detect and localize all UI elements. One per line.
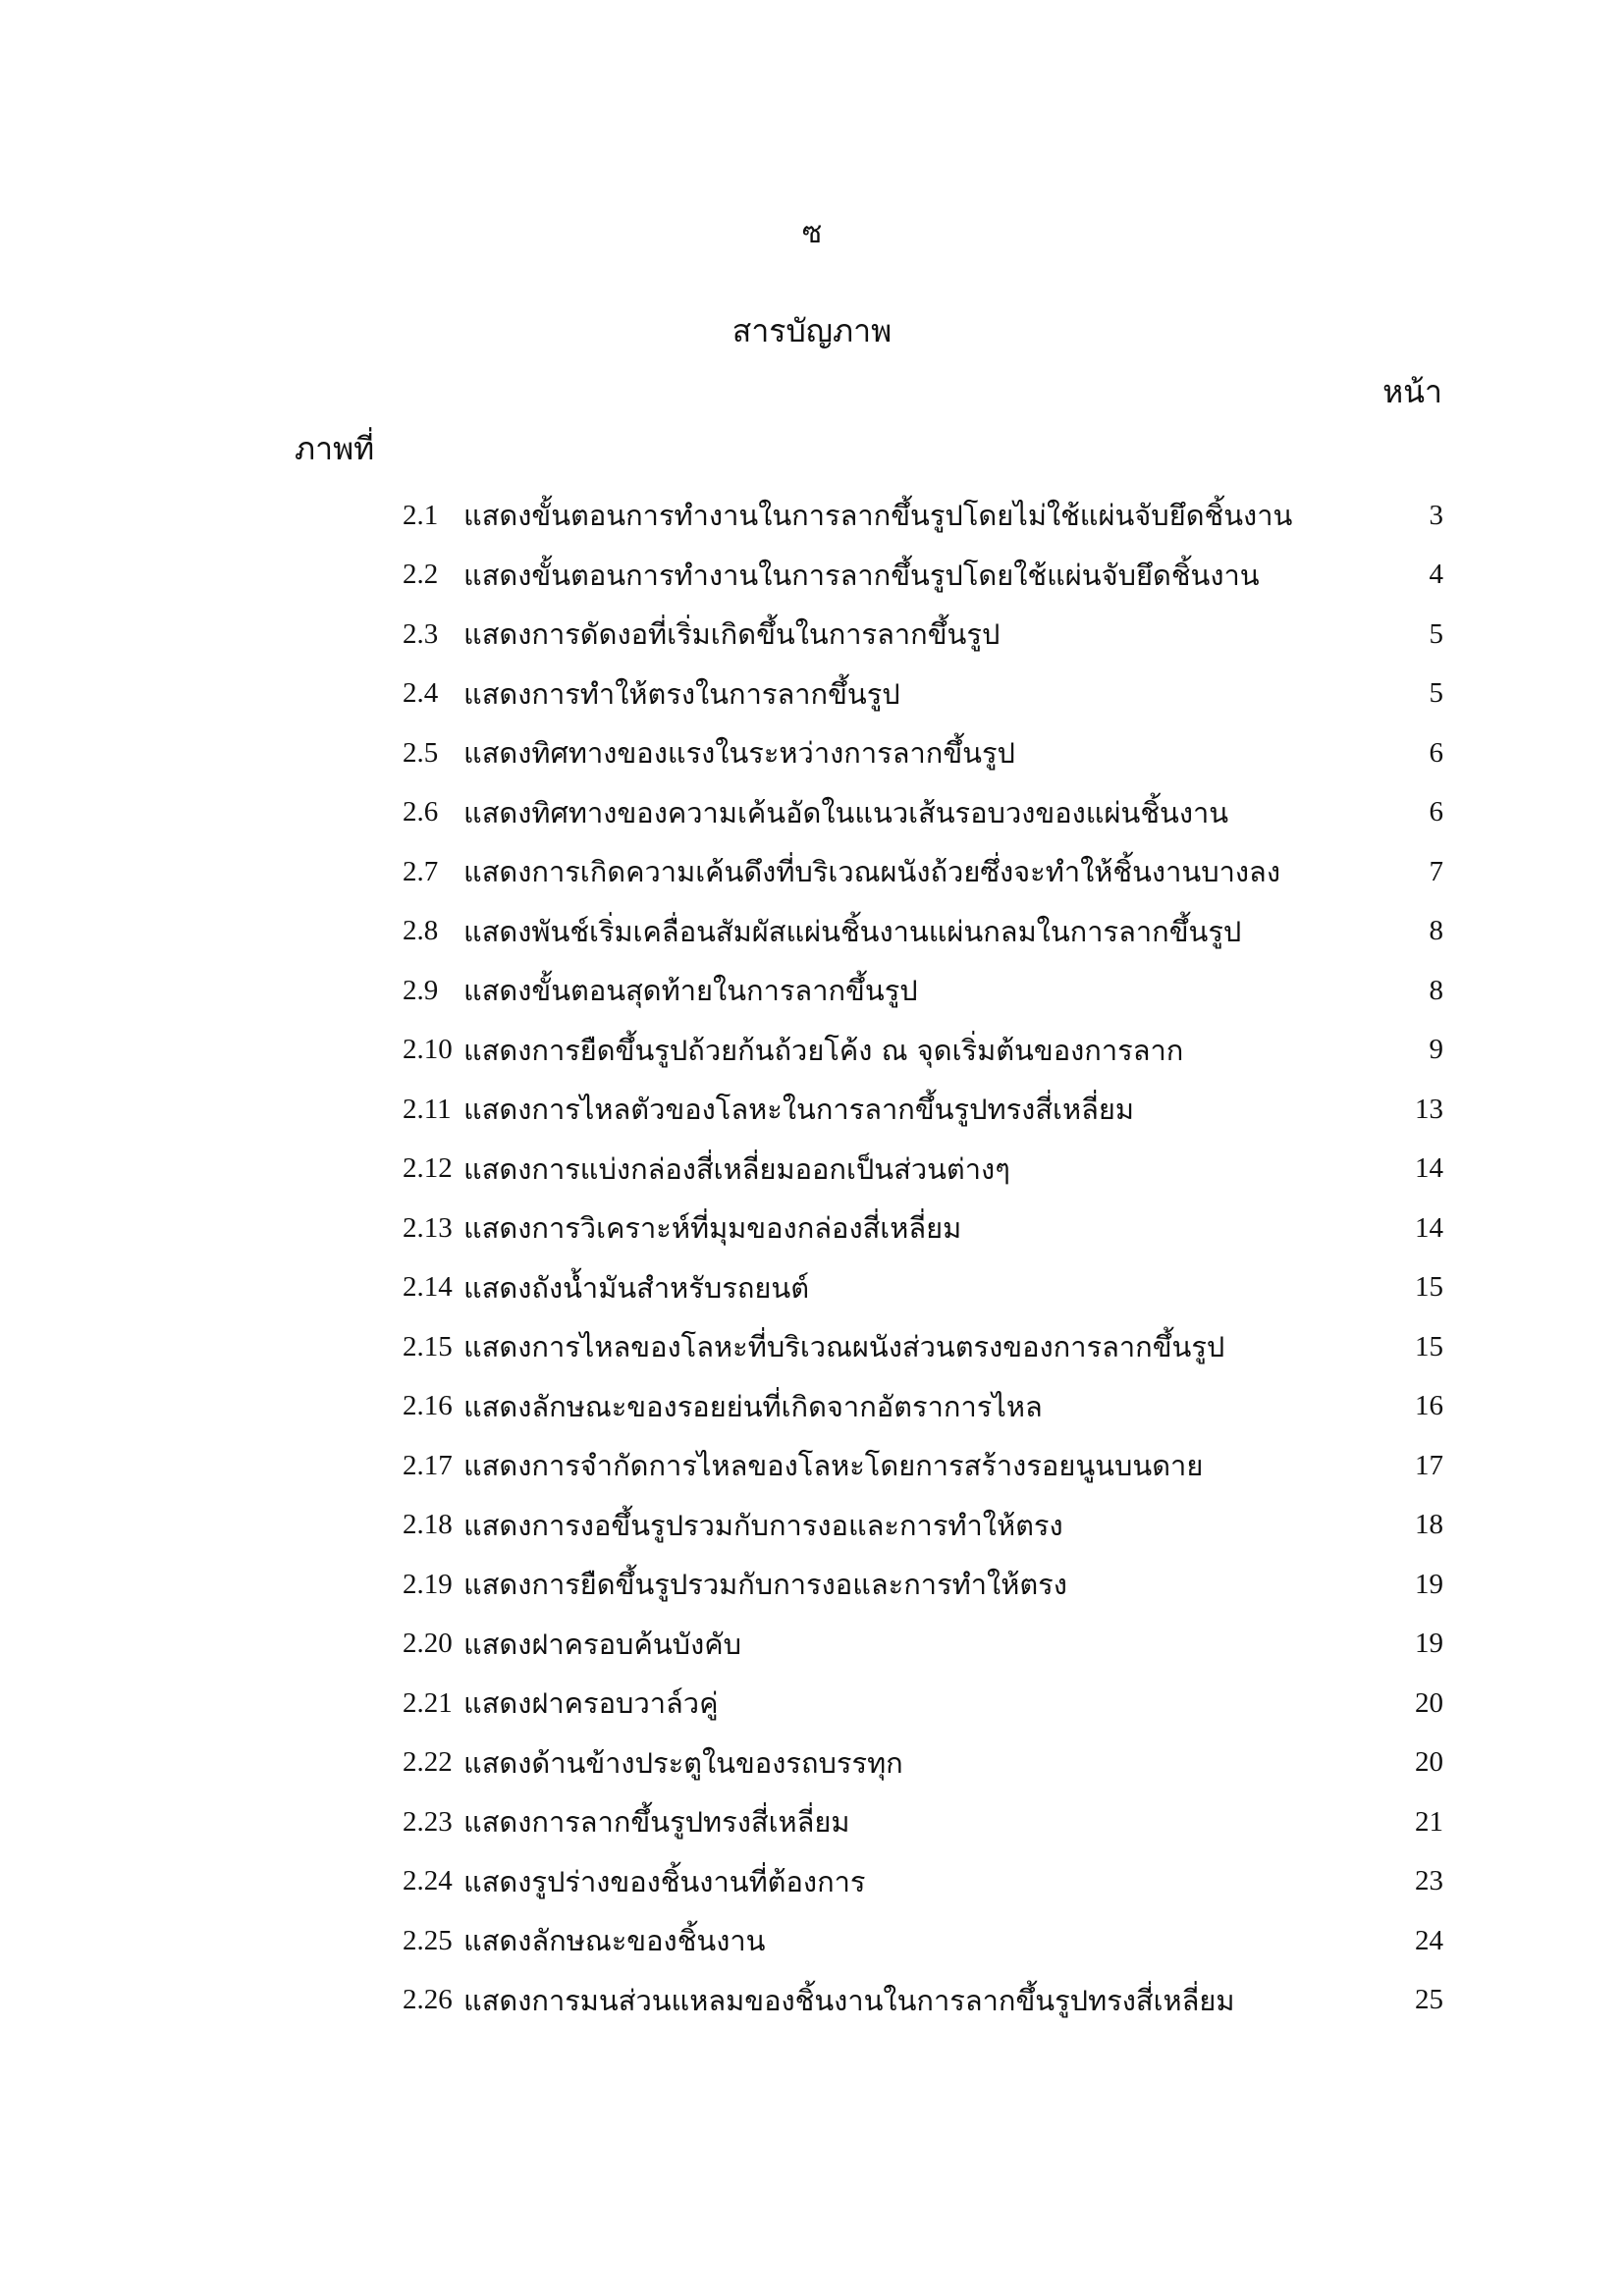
list-item	[403, 605, 1443, 665]
list-item	[403, 1317, 1443, 1377]
list-item	[403, 1080, 1443, 1140]
figure-number: 2.3	[403, 617, 439, 650]
list-item	[403, 1911, 1443, 1971]
figure-title: แสดงลักษณะของรอยย่นที่เกิดจากอัตราการไหล	[463, 1389, 1043, 1423]
figure-number: 2.1	[403, 499, 439, 531]
figure-title: แสดงการมนส่วนแหลมของชิ้นงานในการลากขึ้นรูปทรงสี่เหลี่ยม	[463, 1983, 1235, 2017]
figure-page-number: 6	[1429, 796, 1443, 828]
list-item	[403, 1199, 1443, 1258]
list-item	[403, 723, 1443, 783]
figure-title: แสดงขั้นตอนการทำงานในการลากขึ้นรูปโดยใช้แผ่นจับยึดชิ้นงาน	[463, 558, 1260, 592]
figure-title: แสดงการยืดขึ้นรูปถ้วยก้นถ้วยโค้ง ณ จุดเริ่มต้นของการลาก	[463, 1033, 1184, 1067]
figure-page-number: 8	[1429, 974, 1443, 1006]
figure-title: แสดงฝาครอบวาล์วคู่	[463, 1686, 719, 1721]
figure-title: แสดงการแบ่งกล่องสี่เหลี่ยมออกเป็นส่วนต่างๆ	[463, 1151, 1010, 1186]
list-item	[403, 902, 1443, 962]
figure-number: 2.17	[403, 1449, 453, 1481]
list-item	[403, 783, 1443, 843]
figure-title: แสดงรูปร่างของชิ้นงานที่ต้องการ	[463, 1864, 866, 1898]
list-item	[403, 1377, 1443, 1437]
list-item	[403, 1496, 1443, 1556]
figure-number: 2.6	[403, 796, 439, 828]
list-item	[403, 1674, 1443, 1734]
figure-page-number: 8	[1429, 915, 1443, 947]
figure-number: 2.9	[403, 974, 439, 1006]
figure-title: แสดงลักษณะของชิ้นงาน	[463, 1924, 766, 1958]
list-item	[403, 665, 1443, 724]
figure-number: 2.21	[403, 1686, 453, 1719]
list-item	[403, 1436, 1443, 1496]
figure-page-number: 16	[1415, 1390, 1443, 1422]
figure-number: 2.26	[403, 1984, 453, 2016]
figure-title: แสดงฝาครอบค้นบังคับ	[463, 1627, 742, 1661]
list-item	[403, 1258, 1443, 1318]
figure-number: 2.23	[403, 1805, 453, 1838]
figure-page-number: 24	[1415, 1924, 1443, 1956]
figure-title: แสดงการดัดงอที่เริ่มเกิดขึ้นในการลากขึ้นรูป	[463, 617, 1001, 652]
page-title: สารบัญภาพ	[731, 312, 893, 349]
figure-number: 2.24	[403, 1865, 453, 1897]
figure-title: แสดงด้านข้างประตูในของรถบรรทุก	[463, 1745, 903, 1780]
figure-number: 2.14	[403, 1271, 453, 1304]
list-item	[403, 1140, 1443, 1200]
figure-number: 2.19	[403, 1568, 453, 1600]
figure-number: 2.25	[403, 1924, 453, 1956]
page-column-header: หน้า	[1382, 373, 1442, 410]
list-item	[403, 1792, 1443, 1852]
figure-title: แสดงทิศทางของความเค้นอัดในแนวเส้นรอบวงของแผ่นชิ้นงาน	[463, 795, 1229, 829]
figure-page-number: 5	[1429, 677, 1443, 710]
figure-title: แสดงการจำกัดการไหลของโลหะโดยการสร้างรอยนูนบนดาย	[463, 1449, 1204, 1483]
figure-title: แสดงการไหลของโลหะที่บริเวณผนังส่วนตรงของการลากขึ้นรูป	[463, 1330, 1225, 1364]
figure-number: 2.13	[403, 1211, 453, 1244]
figure-number: 2.10	[403, 1034, 453, 1066]
list-item	[403, 486, 1443, 546]
figure-page-number: 5	[1429, 617, 1443, 650]
figure-page-number: 23	[1415, 1865, 1443, 1897]
figure-page-number: 7	[1429, 855, 1443, 887]
figure-title: แสดงถังน้ำมันสำหรับรถยนต์	[463, 1270, 810, 1305]
figure-page-number: 13	[1415, 1093, 1443, 1125]
figure-page-number: 4	[1429, 559, 1443, 591]
figure-page-number: 15	[1415, 1271, 1443, 1304]
page-number: ซ	[801, 216, 823, 250]
figure-page-number: 3	[1429, 499, 1443, 531]
figure-page-number: 20	[1415, 1746, 1443, 1779]
figure-number: 2.15	[403, 1330, 453, 1362]
figure-page-number: 15	[1415, 1330, 1443, 1362]
list-item	[403, 1734, 1443, 1793]
figure-page-number: 14	[1415, 1211, 1443, 1244]
figure-number: 2.20	[403, 1628, 453, 1660]
list-item	[403, 1852, 1443, 1912]
figure-number: 2.5	[403, 736, 439, 769]
figure-title: แสดงการทำให้ตรงในการลากขึ้นรูป	[463, 676, 900, 711]
figure-title: แสดงการลากขึ้นรูปทรงสี่เหลี่ยม	[463, 1805, 850, 1840]
figure-page-number: 9	[1429, 1034, 1443, 1066]
figure-number: 2.12	[403, 1152, 453, 1185]
figure-number: 2.4	[403, 677, 439, 710]
figure-number: 2.16	[403, 1390, 453, 1422]
list-item	[403, 961, 1443, 1021]
figure-title: แสดงทิศทางของแรงในระหว่างการลากขึ้นรูป	[463, 736, 1015, 771]
figure-page-number: 25	[1415, 1984, 1443, 2016]
list-item	[403, 1021, 1443, 1081]
figure-page-number: 20	[1415, 1686, 1443, 1719]
figure-number: 2.18	[403, 1509, 453, 1541]
figure-page-number: 17	[1415, 1449, 1443, 1481]
list-item	[403, 546, 1443, 606]
figure-page-number: 21	[1415, 1805, 1443, 1838]
list-item	[403, 842, 1443, 902]
figure-page-number: 6	[1429, 736, 1443, 769]
figure-title: แสดงการเกิดความเค้นดึงที่บริเวณผนังถ้วยซึ่งจะทำให้ชิ้นงานบางลง	[463, 855, 1280, 889]
figure-title: แสดงพันช์เริ่มเคลื่อนสัมผัสแผ่นชิ้นงานแผ่นกลมในการลากขึ้นรูป	[463, 914, 1242, 948]
list-of-figures	[403, 486, 1443, 2030]
figure-title: แสดงขั้นตอนการทำงานในการลากขึ้นรูปโดยไม่ใช้แผ่นจับยึดชิ้นงาน	[463, 499, 1293, 533]
figure-number: 2.22	[403, 1746, 453, 1779]
figure-number: 2.7	[403, 855, 439, 887]
figure-title: แสดงการงอขึ้นรูปรวมกับการงอและการทำให้ตรง	[463, 1508, 1063, 1542]
figure-title: แสดงการวิเคราะห์ที่มุมของกล่องสี่เหลี่ยม	[463, 1211, 962, 1246]
list-item	[403, 1971, 1443, 2031]
list-item	[403, 1615, 1443, 1675]
figure-title: แสดงขั้นตอนสุดท้ายในการลากขึ้นรูป	[463, 974, 918, 1008]
figure-number: 2.8	[403, 915, 439, 947]
figure-page-number: 19	[1415, 1628, 1443, 1660]
figure-column-header: ภาพที่	[295, 430, 375, 467]
list-item	[403, 1555, 1443, 1615]
figure-number: 2.2	[403, 559, 439, 591]
figure-title: แสดงการไหลตัวของโลหะในการลากขึ้นรูปทรงสี่เหลี่ยม	[463, 1093, 1134, 1127]
figure-page-number: 14	[1415, 1152, 1443, 1185]
figure-page-number: 18	[1415, 1509, 1443, 1541]
figure-title: แสดงการยืดขึ้นรูปรวมกับการงอและการทำให้ตรง	[463, 1568, 1067, 1602]
figure-number: 2.11	[403, 1093, 452, 1125]
figure-page-number: 19	[1415, 1568, 1443, 1600]
